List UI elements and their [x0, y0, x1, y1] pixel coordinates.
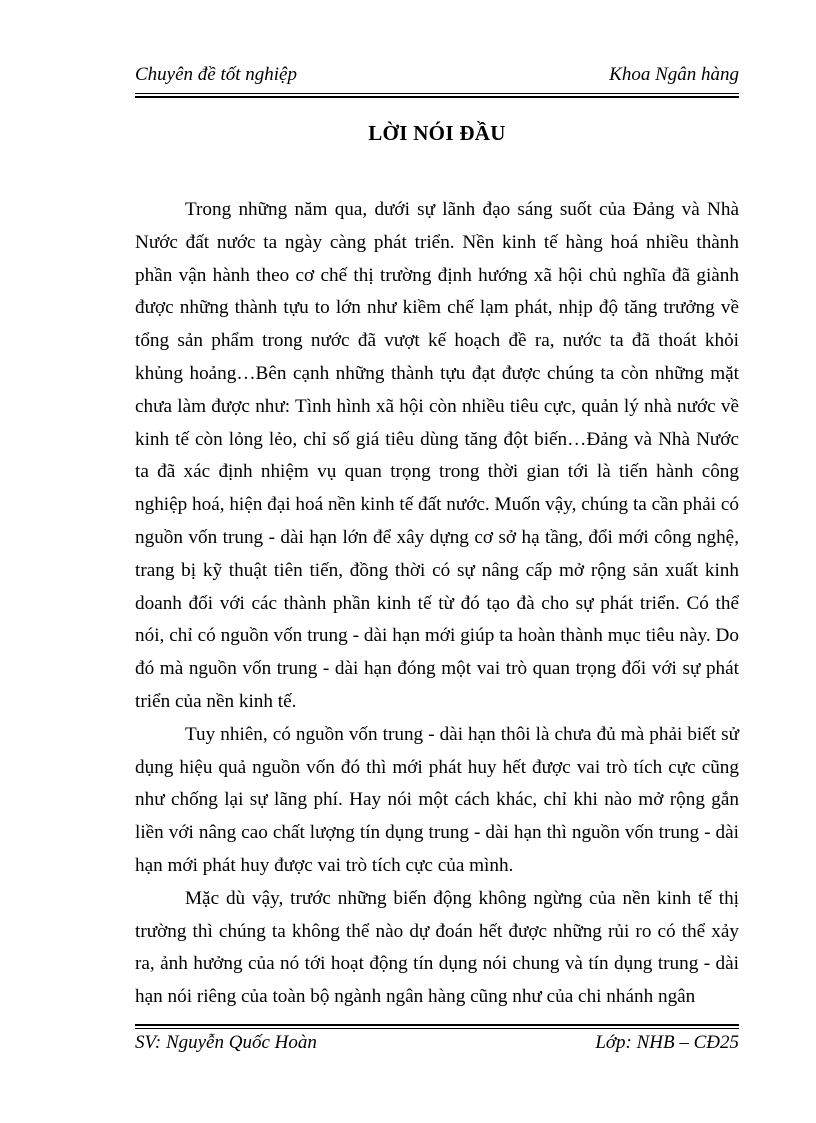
- paragraph-3: Mặc dù vậy, trước những biến động không ngừng của nền kinh tế thị trường thì chúng ta không thể nào dự đoán hết được những rủi ro có thể xảy ra, ảnh hưởng của nó tới hoạt động tín dụng nói chung và tín dụng trung - dài hạn nói riêng của toàn bộ ngành ngân hàng cũng như của chi nhánh ngân: [135, 887, 739, 1008]
- body-text: [135, 194, 739, 1014]
- paragraph-2: Tuy nhiên, có nguồn vốn trung - dài hạn thôi là chưa đủ mà phải biết sử dụng hiệu quả nguồn vốn đó thì mới phát huy hết được vai trò tích cực cũng như chống lại sự lãng phí. Hay nói một cách khác, chỉ khi nào mở rộng gắn liền với nâng cao chất lượng tín dụng trung - dài hạn thì nguồn vốn trung - dài hạn mới phát huy được vai trò tích cực của mình.: [135, 723, 739, 876]
- footer-divider-top: [135, 1024, 739, 1026]
- header-faculty-label: Khoa Ngân hàng: [609, 64, 739, 85]
- footer-divider-bottom: [135, 1028, 739, 1029]
- paragraph-1: Trong những năm qua, dưới sự lãnh đạo sáng suốt của Đảng và Nhà Nước đất nước ta ngày càng phát triển. Nền kinh tế hàng hoá nhiều thành phần vận hành theo cơ chế thị trường định hướng xã hội chủ nghĩa đã giành được những thành tựu to lớn như kiềm chế lạm phát, nhịp độ tăng trưởng về tổng sản phẩm trong nước đã vượt kế hoạch đề ra, nước ta đã thoát khỏi khủng hoảng…Bên cạnh những thành tựu đạt được chúng ta còn những mặt chưa làm được như: Tình hình xã hội còn nhiều tiêu cực, quản lý nhà nước về kinh tế còn lỏng lẻo, chỉ số giá tiêu dùng tăng đột biến…Đảng và Nhà Nước ta đã xác định nhiệm vụ quan trọng trong thời gian tới là tiến hành công nghiệp hoá, hiện đại hoá nền kinh tế đất nước. Muốn vậy, chúng ta cần phải có nguồn vốn trung - dài hạn lớn để xây dựng cơ sở hạ tầng, đổi mới công nghệ, trang bị kỹ thuật tiên tiến, đồng thời có sự nâng cấp mở rộng sản xuất kinh doanh đối với các thành phần kinh tế từ đó tạo đà cho sự phát triển. Có thể nói, chỉ có nguồn vốn trung - dài hạn mới giúp ta hoàn thành mục tiêu này. Do đó mà nguồn vốn trung - dài hạn đóng một vai trò quan trọng đối với sự phát triển của nền kinh tế.: [135, 199, 739, 712]
- footer-class-label: Lớp: NHB – CĐ25: [595, 1032, 739, 1053]
- page-title: LỜI NÓI ĐẦU: [368, 121, 506, 145]
- header-divider-top: [135, 93, 739, 94]
- header-course-label: Chuyên đề tốt nghiệp: [135, 64, 297, 85]
- header-divider-bottom: [135, 96, 739, 98]
- footer-student-label: SV: Nguyễn Quốc Hoàn: [135, 1032, 317, 1053]
- page-header: [135, 64, 739, 90]
- page-footer: [135, 1032, 739, 1058]
